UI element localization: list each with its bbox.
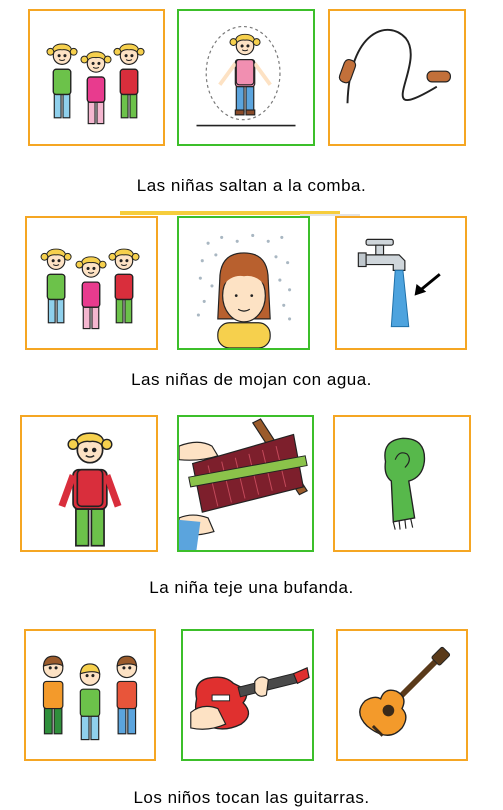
- three-girls-icon: [27, 218, 156, 348]
- picture-card: [177, 415, 314, 552]
- three-girls-icon: [30, 11, 163, 144]
- picture-card: [177, 9, 315, 146]
- picture-card: [336, 629, 468, 761]
- picture-card: [181, 629, 314, 761]
- picture-card: [24, 629, 156, 761]
- sentence-caption: Los niños tocan las guitarras.: [133, 788, 370, 807]
- sentence-caption: Las niñas de mojan con agua.: [131, 370, 372, 389]
- jump-rope-icon: [330, 11, 464, 144]
- scarf-icon: [335, 417, 469, 550]
- picture-card: [328, 9, 466, 146]
- girl-jumping-rope-icon: [179, 11, 313, 144]
- picture-card: [28, 9, 165, 146]
- picture-card: [20, 415, 158, 552]
- water-tap-icon: [337, 218, 465, 348]
- picture-card: [335, 216, 467, 350]
- three-boys-icon: [26, 631, 154, 759]
- acoustic-guitar-icon: [338, 631, 466, 759]
- weaving-loom-icon: [179, 417, 312, 550]
- girl-icon: [22, 417, 156, 550]
- picture-card: [333, 415, 471, 552]
- electric-guitar-icon: [183, 631, 312, 759]
- sentence-caption: La niña teje una bufanda.: [149, 578, 354, 597]
- girl-in-rain-icon: [179, 218, 308, 348]
- picture-card: [25, 216, 158, 350]
- sentence-caption: Las niñas saltan a la comba.: [136, 176, 367, 195]
- picture-card: [177, 216, 310, 350]
